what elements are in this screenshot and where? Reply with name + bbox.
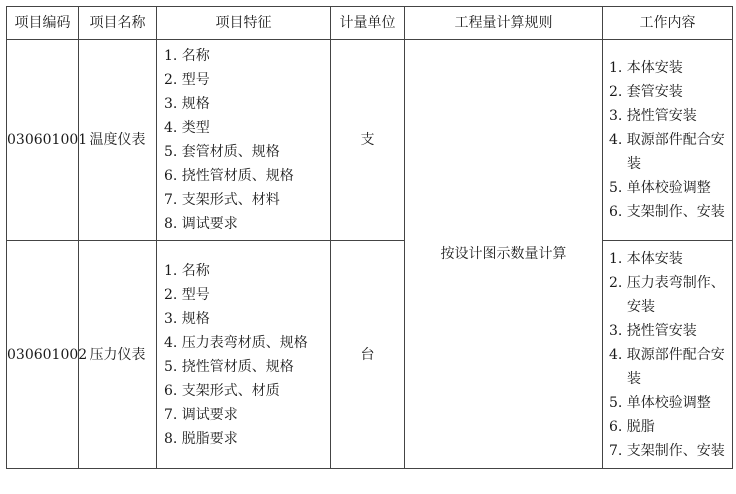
item-code: 030601001 (7, 40, 79, 241)
calculation-rule: 按设计图示数量计算 (405, 40, 603, 469)
feature-line: 6. 支架形式、材质 (164, 382, 280, 399)
measurement-unit: 台 (331, 241, 405, 469)
work-line: 3. 挠性管安装 (609, 108, 697, 124)
item-name: 压力仪表 (79, 241, 157, 469)
work-line: 4. 取源部件配合安装 (609, 132, 725, 172)
header-item-name: 项目名称 (79, 7, 157, 40)
work-content (603, 40, 733, 241)
item-features (157, 241, 331, 469)
table-row (7, 241, 733, 469)
work-line: 5. 单体校验调整 (609, 394, 711, 411)
work-content (603, 241, 733, 469)
feature-line: 4. 类型 (164, 120, 210, 136)
feature-line: 2. 型号 (164, 286, 210, 303)
measurement-spec-table (6, 6, 733, 469)
work-line: 7. 支架制作、安装 (609, 442, 725, 459)
feature-line: 7. 支架形式、材料 (164, 192, 280, 208)
feature-line: 6. 挠性管材质、规格 (164, 168, 294, 184)
work-line: 3. 挠性管安装 (609, 322, 697, 339)
item-features (157, 40, 331, 241)
header-row (7, 7, 733, 40)
header-calc-rule: 工程量计算规则 (405, 7, 603, 40)
feature-line: 5. 套管材质、规格 (164, 144, 280, 160)
header-item-features: 项目特征 (157, 7, 331, 40)
work-line: 4. 取源部件配合安装 (609, 346, 725, 387)
table-row (7, 40, 733, 241)
feature-line: 8. 调试要求 (164, 216, 238, 232)
work-line: 2. 套管安装 (609, 84, 683, 100)
header-unit: 计量单位 (331, 7, 405, 40)
feature-line: 1. 名称 (164, 262, 210, 279)
feature-line: 4. 压力表弯材质、规格 (164, 334, 308, 351)
feature-line: 5. 挠性管材质、规格 (164, 358, 294, 375)
work-line: 2. 压力表弯制作、安装 (609, 274, 725, 315)
work-line: 5. 单体校验调整 (609, 180, 711, 196)
feature-line: 7. 调试要求 (164, 406, 238, 423)
header-item-code: 项目编码 (7, 7, 79, 40)
header-work-content: 工作内容 (603, 7, 733, 40)
feature-line: 1. 名称 (164, 48, 210, 64)
feature-line: 3. 规格 (164, 310, 210, 327)
work-line: 1. 本体安装 (609, 250, 683, 267)
work-line: 6. 支架制作、安装 (609, 204, 725, 220)
item-code: 030601002 (7, 241, 79, 469)
work-line: 1. 本体安装 (609, 60, 683, 76)
work-line: 6. 脱脂 (609, 418, 655, 435)
feature-line: 2. 型号 (164, 72, 210, 88)
measurement-unit: 支 (331, 40, 405, 241)
feature-line: 8. 脱脂要求 (164, 430, 238, 447)
feature-line: 3. 规格 (164, 96, 210, 112)
item-name: 温度仪表 (79, 40, 157, 241)
